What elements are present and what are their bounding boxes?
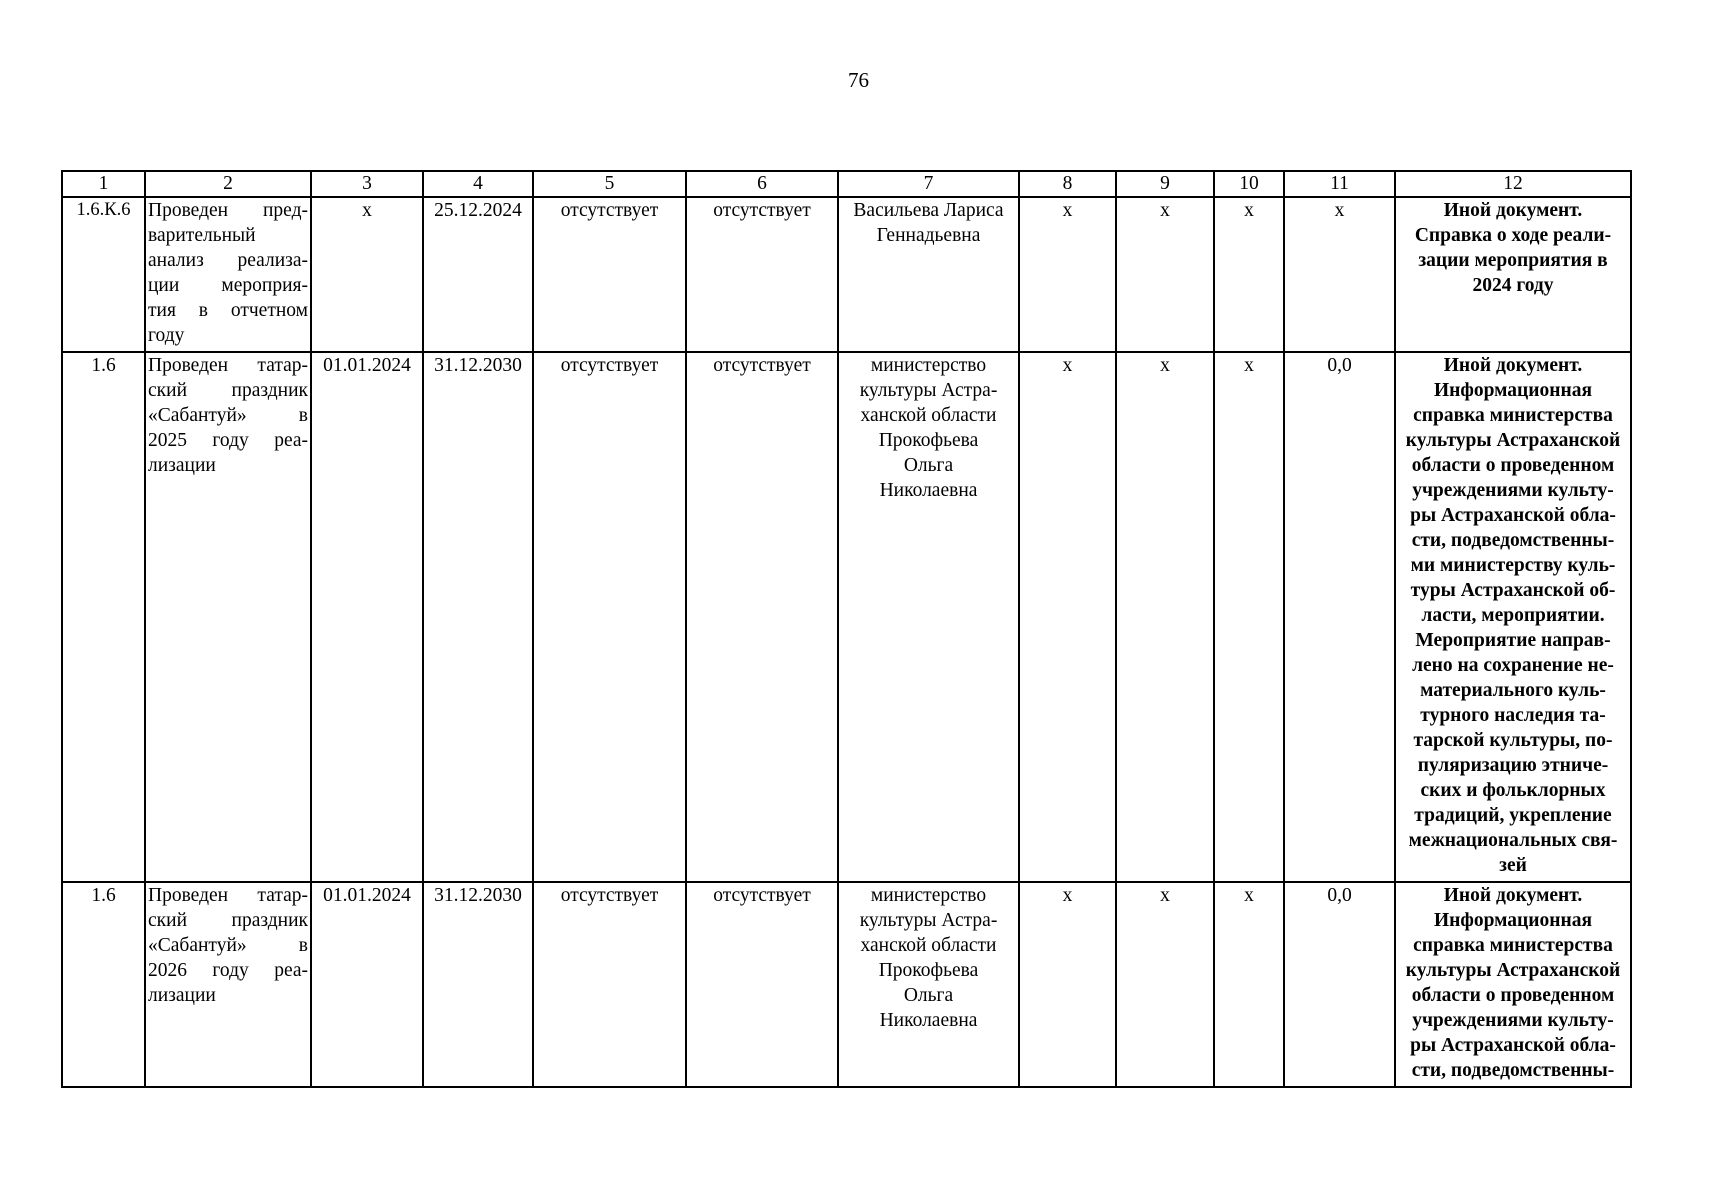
start-date-cell: х [311,197,423,352]
cell-text-line: турного наследия та- [1420,705,1606,726]
document-table [61,170,1632,1088]
cell-text-line: тарской культуры, по- [1413,730,1613,751]
document-cell [1395,352,1631,882]
cell-text-line: Прокофьева [878,960,979,981]
cell-text-line: лизации [148,985,216,1006]
cell-text-line: Николаевна [879,1010,978,1031]
col11-cell: х [1284,197,1395,352]
cell-text-line: Информационная [1433,380,1593,401]
cell-text-line: культуры Астра- [859,910,998,931]
document-cell [1395,882,1631,1087]
cell-text-line: материального куль- [1420,680,1606,701]
cell-text-line: туры Астраханской об- [1410,580,1616,601]
responsible-cell [838,197,1019,352]
cell-text-line: Иной документ. [1443,355,1583,376]
cell-text-line: ми министерству куль- [1410,555,1616,576]
header-cell: 11 [1284,171,1395,197]
cell-text-line: Проведен пред- [148,200,308,221]
cell-text-line: 2025 году реа- [148,430,308,451]
header-cell: 1 [62,171,145,197]
event-name-cell [145,197,311,352]
end-date-cell: 25.12.2024 [423,197,533,352]
event-name-cell [145,352,311,882]
cell-text-line: ры Астраханской обла- [1410,505,1616,526]
header-cell: 7 [838,171,1019,197]
col6-cell: отсутствует [686,197,838,352]
col5-cell: отсутствует [533,352,686,882]
col8-cell: х [1019,882,1116,1087]
end-date-cell: 31.12.2030 [423,882,533,1087]
cell-text-line: 2024 году [1472,275,1554,296]
col10-cell: х [1214,882,1284,1087]
cell-text-line: министерство [870,355,987,376]
cell-text-line: лено на сохранение не- [1412,655,1614,676]
header-cell: 9 [1116,171,1214,197]
header-cell: 10 [1214,171,1284,197]
cell-text-line: Проведен татар- [148,885,308,906]
cell-text-line: ский праздник [148,380,308,401]
cell-text-line: межнациональных свя- [1408,830,1618,851]
cell-text-line: Иной документ. [1443,885,1583,906]
col11-cell: 0,0 [1284,352,1395,882]
cell-text-line: справка министерства [1413,405,1613,426]
cell-text-line: традиций, укрепление [1414,805,1612,826]
cell-text-line: Васильева Лариса [853,200,1004,221]
cell-text-line: Информационная [1433,910,1593,931]
cell-text-line: Прокофьева [878,430,979,451]
col5-cell: отсутствует [533,197,686,352]
cell-text-line: ханской области [860,405,997,426]
cell-text-line: Ольга [903,455,954,476]
cell-text-line: ры Астраханской обла- [1410,1035,1616,1056]
cell-text-line: области о проведенном [1411,455,1615,476]
cell-text-line: «Сабантуй» в [148,405,308,426]
document-cell [1395,197,1631,352]
table-header-row [62,171,1631,197]
col9-cell: х [1116,352,1214,882]
cell-text-line: Мероприятие направ- [1415,630,1611,651]
row-number-cell: 1.6 [62,882,145,1087]
cell-text-line: «Сабантуй» в [148,935,308,956]
cell-text-line: культуры Астраханской [1405,960,1621,981]
responsible-cell [838,352,1019,882]
cell-text-line: сти, подведомственны- [1411,530,1615,551]
header-cell: 2 [145,171,311,197]
responsible-cell [838,882,1019,1087]
col9-cell: х [1116,882,1214,1087]
event-name-cell [145,882,311,1087]
cell-text-line: учреждениями культу- [1412,480,1614,501]
header-cell: 8 [1019,171,1116,197]
header-cell: 4 [423,171,533,197]
cell-text-line: ский праздник [148,910,308,931]
header-cell: 6 [686,171,838,197]
cell-text-line: зей [1499,855,1527,876]
start-date-cell: 01.01.2024 [311,352,423,882]
table-row [62,352,1631,882]
cell-text-line: Геннадьевна [876,225,981,246]
cell-text-line: анализ реализа- [148,250,308,271]
cell-text-line: сти, подведомственны- [1411,1060,1615,1081]
cell-text-line: 2026 году реа- [148,960,308,981]
start-date-cell: 01.01.2024 [311,882,423,1087]
cell-text-line: ции мероприя- [148,275,308,296]
table-row [62,882,1631,1087]
cell-text-line: министерство [870,885,987,906]
cell-text-line: области о проведенном [1411,985,1615,1006]
header-cell: 3 [311,171,423,197]
cell-text-line: пуляризацию этниче- [1417,755,1609,776]
cell-text-line: Ольга [903,985,954,1006]
row-number-cell: 1.6 [62,352,145,882]
col10-cell: х [1214,352,1284,882]
page-number: 76 [848,68,869,92]
cell-text-line: ханской области [860,935,997,956]
row-number-cell: 1.6.К.6 [62,197,145,352]
cell-text-line: году [148,325,185,346]
cell-text-line: зации мероприятия в [1418,250,1608,271]
col11-cell: 0,0 [1284,882,1395,1087]
cell-text-line: ских и фольклорных [1420,780,1606,801]
table-row [62,197,1631,352]
cell-text-line: культуры Астра- [859,380,998,401]
cell-text-line: учреждениями культу- [1412,1010,1614,1031]
col6-cell: отсутствует [686,352,838,882]
cell-text-line: ласти, мероприятии. [1421,605,1605,626]
cell-text-line: справка министерства [1413,935,1613,956]
header-cell: 12 [1395,171,1631,197]
cell-text-line: Николаевна [879,480,978,501]
end-date-cell: 31.12.2030 [423,352,533,882]
col6-cell: отсутствует [686,882,838,1087]
col8-cell: х [1019,197,1116,352]
col9-cell: х [1116,197,1214,352]
cell-text-line: культуры Астраханской [1405,430,1621,451]
col10-cell: х [1214,197,1284,352]
cell-text-line: варительный [148,225,256,246]
header-cell: 5 [533,171,686,197]
cell-text-line: Проведен татар- [148,355,308,376]
col8-cell: х [1019,352,1116,882]
cell-text-line: лизации [148,455,216,476]
cell-text-line: тия в отчетном [148,300,308,321]
col5-cell: отсутствует [533,882,686,1087]
cell-text-line: Иной документ. [1443,200,1583,221]
cell-text-line: Справка о ходе реали- [1414,225,1612,246]
